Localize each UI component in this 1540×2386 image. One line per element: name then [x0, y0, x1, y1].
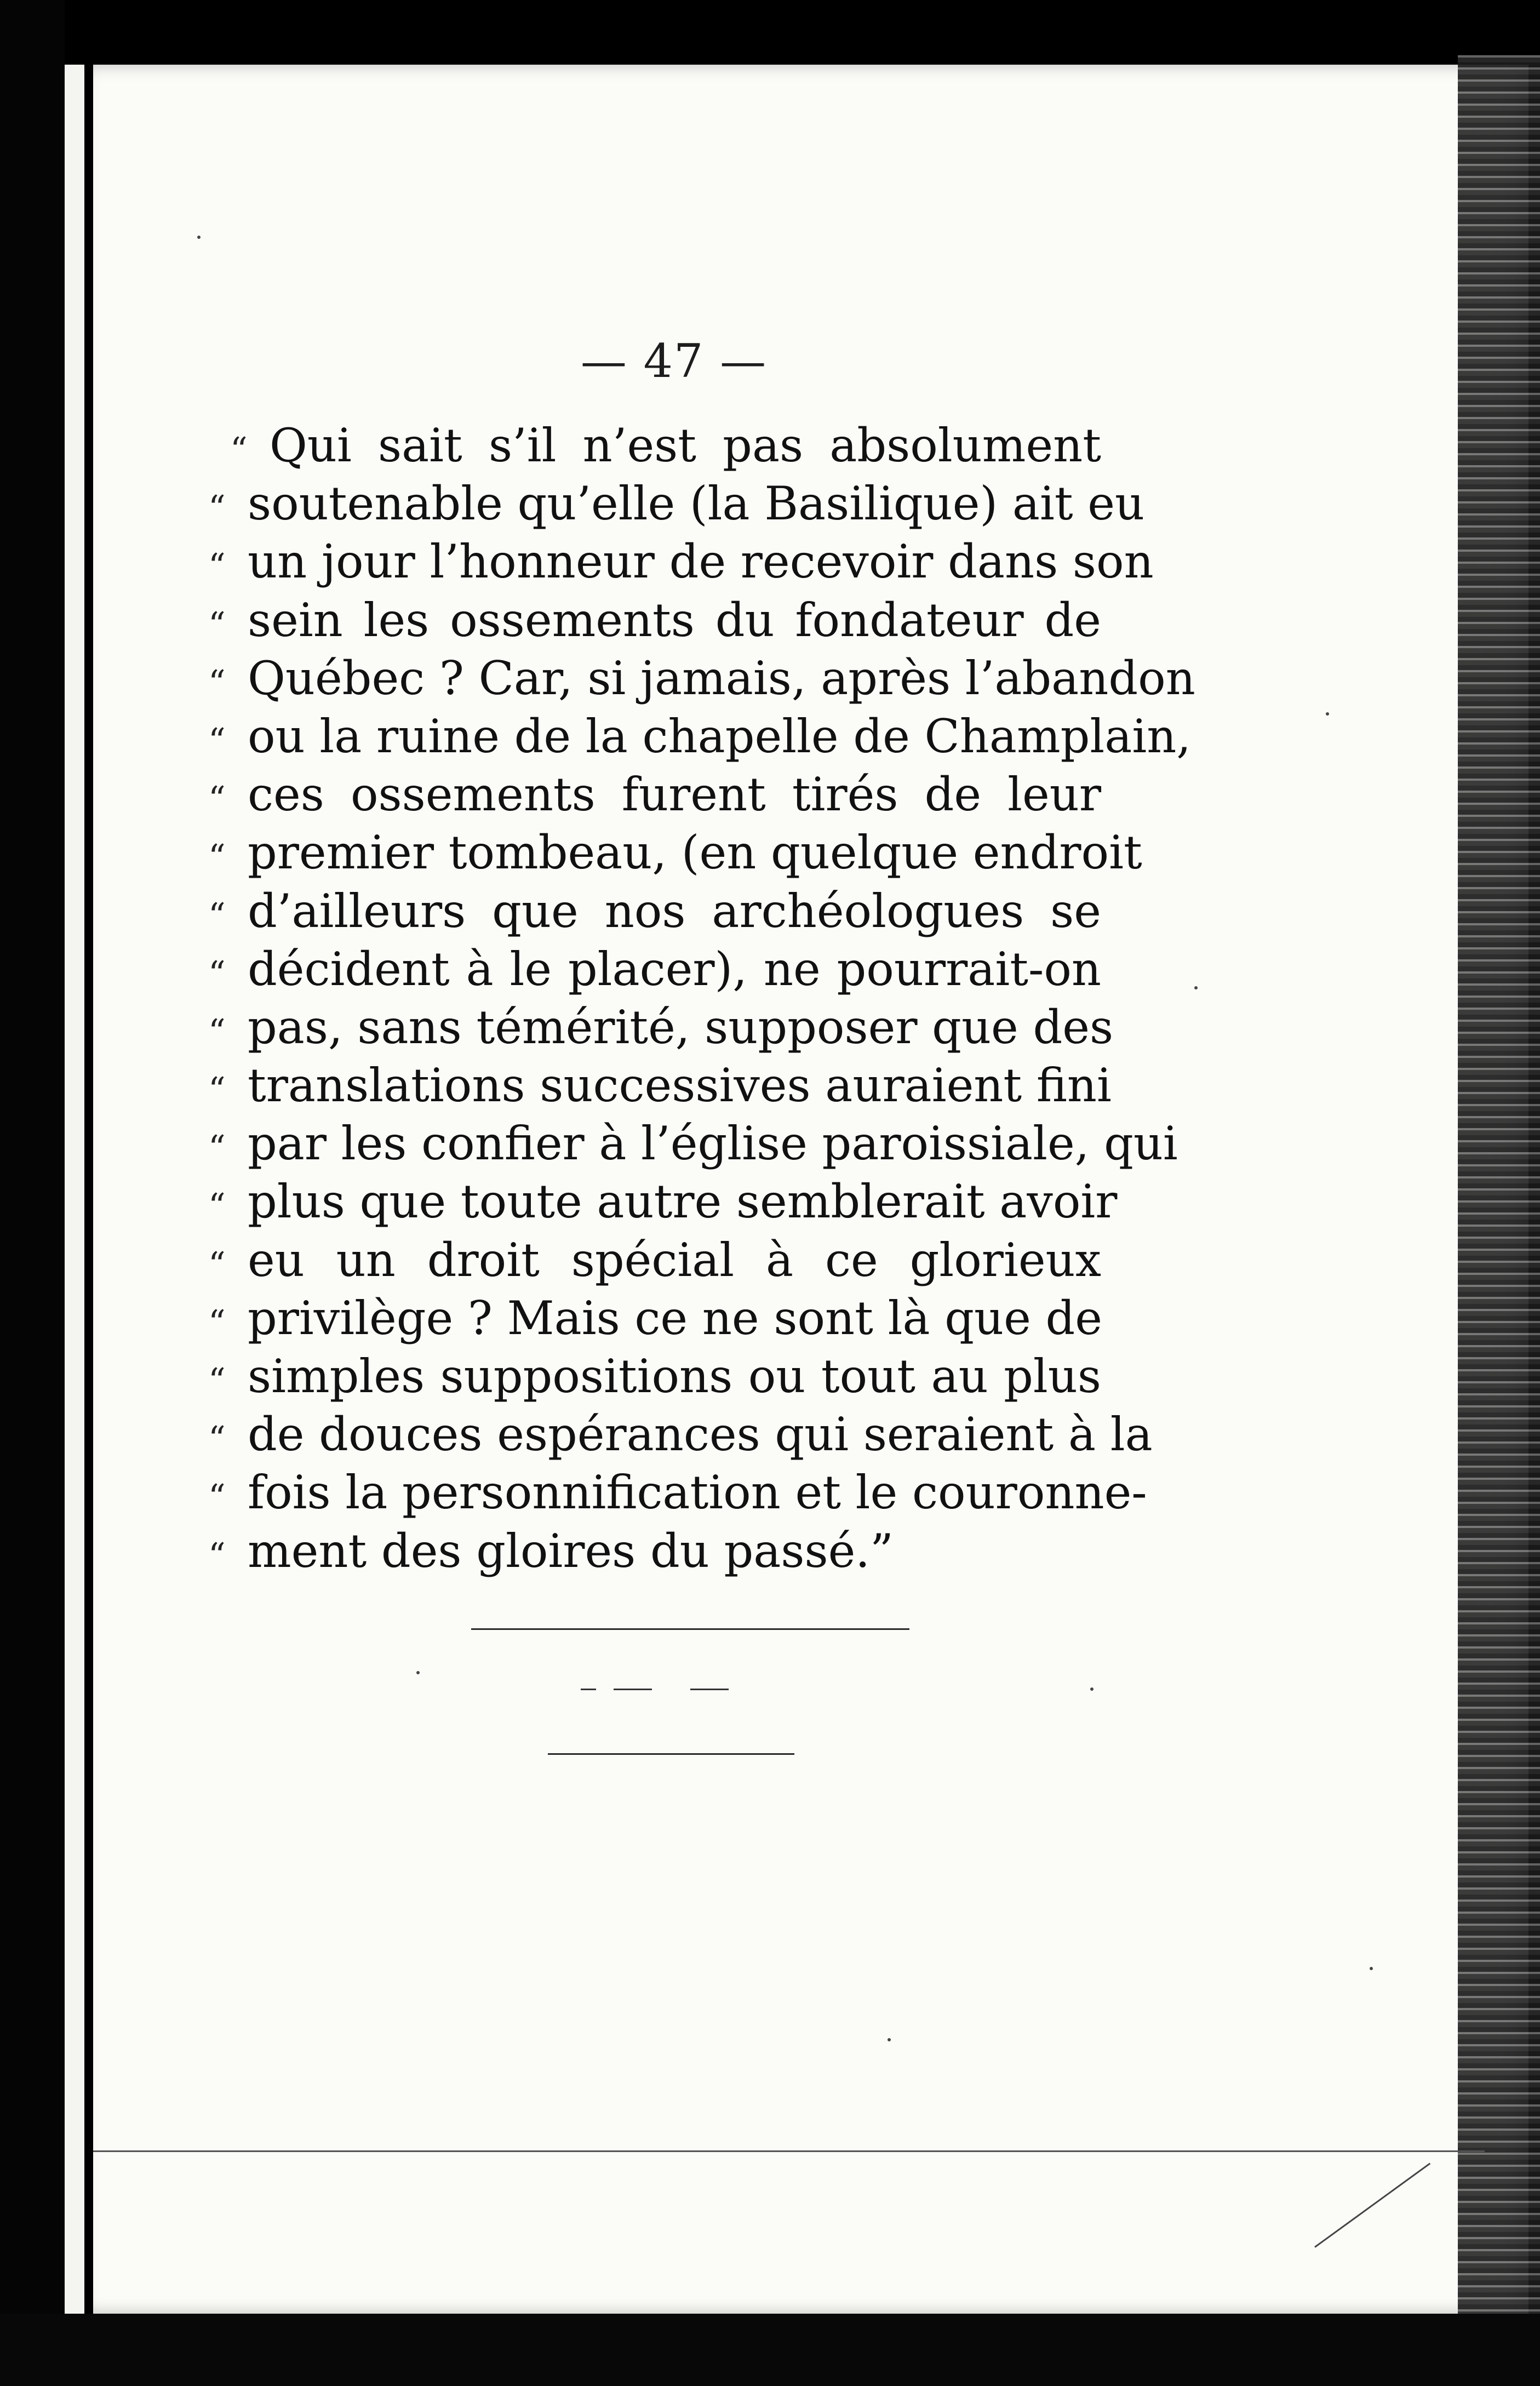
quote-mark: “: [208, 1069, 226, 1110]
end-rule: [471, 1628, 909, 1630]
quoted-passage: [208, 416, 1195, 1580]
text-line: [208, 1231, 1101, 1289]
text-line: [208, 1405, 1153, 1463]
text-line: [208, 1347, 1101, 1405]
ornament-dash: [614, 1689, 652, 1690]
text-line: [208, 1056, 1112, 1114]
line-text: eu un droit spécial à ce glorieux: [248, 1233, 1101, 1287]
quote-mark: “: [208, 1418, 226, 1459]
text-line: [208, 707, 1191, 765]
quote-mark: “: [208, 837, 226, 877]
text-line: [208, 533, 1154, 591]
quote-mark: “: [208, 1011, 226, 1051]
quote-mark: “: [208, 662, 226, 702]
quote-mark: “: [208, 1128, 226, 1168]
text-line: [208, 416, 1101, 474]
line-text: ment des gloires du passé.”: [248, 1524, 894, 1578]
line-text: soutenable qu’elle (la Basilique) ait eu: [248, 477, 1145, 531]
ink-speck: [1370, 1967, 1373, 1970]
quote-mark: “: [208, 1244, 226, 1284]
line-text: translations successives auraient fini: [248, 1058, 1112, 1113]
text-line: [208, 1463, 1147, 1521]
page-edge-sliver: [65, 65, 84, 2314]
quote-mark: “: [208, 1186, 226, 1226]
quote-mark: “: [208, 1302, 226, 1342]
line-text: d’ailleurs que nos archéologues se: [248, 884, 1101, 938]
line-text: sein les ossements du fondateur de: [248, 593, 1101, 647]
scan-bottom-border: [0, 2314, 1540, 2386]
text-line: [208, 1522, 1101, 1580]
line-text: premier tombeau, (en quelque endroit: [248, 826, 1142, 880]
quote-mark: “: [208, 1535, 226, 1575]
scan-right-border: [1458, 55, 1540, 2328]
ink-speck: [1090, 1687, 1094, 1691]
line-text: de douces espérances qui seraient à la: [248, 1407, 1153, 1462]
ornament-dash: [690, 1689, 729, 1690]
text-line: [208, 1289, 1101, 1347]
quote-mark: “: [230, 430, 248, 470]
line-text: Québec ? Car, si jamais, après l’abandon: [248, 651, 1195, 705]
quote-mark: “: [208, 1360, 226, 1400]
quote-mark: “: [208, 1477, 226, 1517]
line-text: privilège ? Mais ce ne sont là que de: [248, 1291, 1102, 1345]
line-text: par les confier à l’église paroissiale, qui: [248, 1117, 1178, 1171]
text-line: [208, 823, 1142, 882]
text-line: [208, 998, 1114, 1056]
quote-mark: “: [208, 546, 226, 586]
text-line: [208, 940, 1101, 998]
quote-mark: “: [208, 488, 226, 528]
text-line: [208, 1172, 1118, 1231]
quote-mark: “: [208, 895, 226, 935]
ink-speck: [888, 2038, 891, 2041]
line-text: un jour l’honneur de recevoir dans son: [248, 535, 1154, 589]
section-rule: [548, 1753, 794, 1755]
line-text: Qui sait s’il n’est pas absolument: [270, 419, 1101, 472]
text-line: [208, 591, 1101, 649]
line-text: pas, sans témérité, supposer que des: [248, 1000, 1114, 1054]
quote-mark: “: [208, 953, 226, 993]
text-line: [208, 649, 1195, 707]
page-number: — 47 —: [580, 334, 768, 388]
ink-speck: [1326, 712, 1329, 716]
line-text: simples suppositions ou tout au plus: [248, 1349, 1101, 1403]
ornament-dash: [581, 1689, 596, 1690]
scan-left-border: [0, 0, 65, 2386]
ink-speck: [416, 1671, 420, 1674]
quote-mark: “: [208, 779, 226, 819]
text-line: [208, 765, 1101, 823]
quote-mark: “: [208, 720, 226, 760]
line-text: fois la personnification et le couronne-: [248, 1466, 1147, 1520]
scan-fold-line: [93, 2150, 1485, 2152]
line-text: ou la ruine de la chapelle de Champlain,: [248, 709, 1191, 763]
line-text: ces ossements furent tirés de leur: [248, 768, 1101, 822]
line-text: décident à le placer), ne pourrait-on: [248, 942, 1101, 996]
text-line: [208, 1114, 1178, 1172]
text-line: [208, 882, 1101, 940]
text-line: [208, 474, 1145, 533]
quote-mark: “: [208, 604, 226, 644]
line-text: plus que toute autre semblerait avoir: [248, 1175, 1118, 1229]
ink-speck: [197, 236, 201, 239]
ink-speck: [1194, 986, 1198, 989]
